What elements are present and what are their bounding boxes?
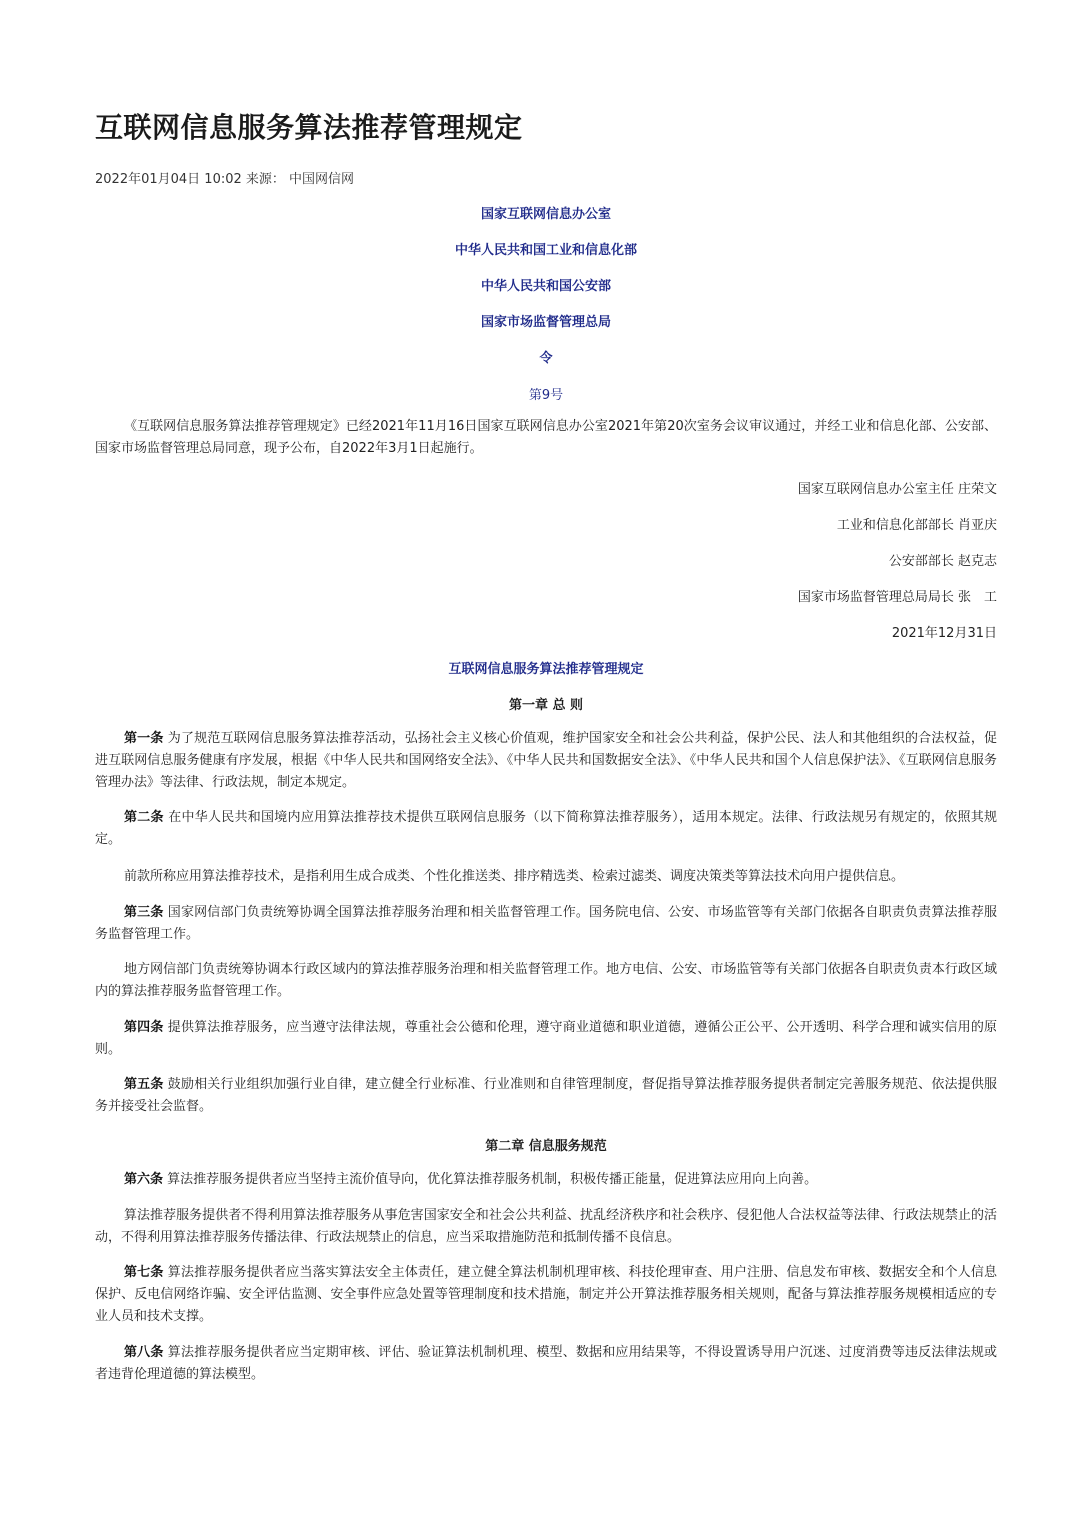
chapter-heading: 第一章 总 则 [508, 698, 584, 713]
article-label: 第四条 [124, 1020, 164, 1035]
order-number: 第9号 [528, 388, 564, 403]
article-6 [95, 1169, 997, 1191]
sign-date: 2021年12月31日 [891, 626, 997, 641]
article-text: 国家网信部门负责统筹协调全国算法推荐服务治理和相关监督管理工作。国务院电信、公安、市场监管等有关部门依据各自职责负责算法推荐服务监督管理工作。 [95, 905, 997, 942]
signatory-2: 工业和信息化部部长 肖亚庆 [836, 518, 997, 533]
article-2-paragraph-2: 前款所称应用算法推荐技术，是指利用生成合成类、个性化推送类、排序精选类、检索过滤类、调度决策类等算法技术向用户提供信息。 [124, 869, 905, 884]
article-4 [95, 1017, 997, 1061]
article-3 [95, 902, 997, 946]
issuer-3: 中华人民共和国公安部 [480, 279, 611, 294]
publish-meta: 2022年01月04日 10:02 来源： 中国网信网 [95, 172, 355, 187]
article-7 [95, 1262, 997, 1328]
article-8 [95, 1342, 997, 1386]
article-1 [95, 728, 997, 794]
article-label: 第三条 [124, 905, 164, 920]
page-title: 互联网信息服务算法推荐管理规定 [95, 111, 523, 144]
issuer-2: 中华人民共和国工业和信息化部 [454, 243, 637, 258]
order-label: 令 [539, 351, 553, 366]
chapter-heading: 第二章 信息服务规范 [485, 1139, 607, 1154]
article-text: 为了规范互联网信息服务算法推荐活动，弘扬社会主义核心价值观，维护国家安全和社会公共利益，保护公民、法人和其他组织的合法权益，促进互联网信息服务健康有序发展，根据《中华人民共和国网络安全法》、《中华人民共和国数据安全法》、《中华人民共和国个人信息保护法》、《互联网信息服务管理办法》等法律、行政法规，制定本规定。 [95, 731, 997, 790]
article-label: 第一条 [124, 731, 164, 746]
article-text: 鼓励相关行业组织加强行业自律，建立健全行业标准、行业准则和自律管理制度，督促指导算法推荐服务提供者制定完善服务规范、依法提供服务并接受社会监督。 [95, 1077, 997, 1114]
issuer-4: 国家市场监督管理总局 [480, 315, 611, 330]
article-label: 第七条 [124, 1265, 164, 1280]
article-3-paragraph-2: 地方网信部门负责统筹协调本行政区域内的算法推荐服务治理和相关监督管理工作。地方电信、公安、市场监管等有关部门依据各自职责负责本行政区域内的算法推荐服务监督管理工作。 [95, 962, 997, 999]
article-label: 第二条 [124, 810, 164, 825]
article-text: 算法推荐服务提供者应当坚持主流价值导向，优化算法推荐服务机制，积极传播正能量，促进算法应用向上向善。 [163, 1172, 818, 1187]
issuer-1: 国家互联网信息办公室 [480, 207, 611, 222]
article-text: 提供算法推荐服务，应当遵守法律法规，尊重社会公德和伦理，遵守商业道德和职业道德，遵循公正公平、公开透明、科学合理和诚实信用的原则。 [95, 1020, 997, 1057]
article-5 [95, 1074, 997, 1118]
article-6-paragraph-2: 算法推荐服务提供者不得利用算法推荐服务从事危害国家安全和社会公共利益、扰乱经济秩序和社会秩序、侵犯他人合法权益等法律、行政法规禁止的活动，不得利用算法推荐服务传播法律、行政法规禁止的信息，应当采取措施防范和抵制传播不良信息。 [95, 1208, 997, 1245]
article-text: 在中华人民共和国境内应用算法推荐技术提供互联网信息服务（以下简称算法推荐服务），适用本规定。法律、行政法规另有规定的，依照其规定。 [95, 810, 997, 847]
article-2 [95, 807, 997, 851]
document-title: 互联网信息服务算法推荐管理规定 [448, 662, 644, 677]
article-label: 第五条 [124, 1077, 164, 1092]
preamble: 《互联网信息服务算法推荐管理规定》已经2021年11月16日国家互联网信息办公室2021年第20次室务会议审议通过，并经工业和信息化部、公安部、国家市场监督管理总局同意，现予公布，自2022年3月1日起施行。 [95, 419, 997, 456]
signatory-1: 国家互联网信息办公室主任 庄荣文 [797, 482, 997, 497]
article-label: 第八条 [124, 1345, 164, 1360]
article-text: 算法推荐服务提供者应当定期审核、评估、验证算法机制机理、模型、数据和应用结果等，不得设置诱导用户沉迷、过度消费等违反法律法规或者违背伦理道德的算法模型。 [95, 1345, 997, 1382]
signatory-3: 公安部部长 赵克志 [888, 554, 997, 569]
signatory-4: 国家市场监督管理总局局长 张 工 [797, 590, 997, 605]
article-text: 算法推荐服务提供者应当落实算法安全主体责任，建立健全算法机制机理审核、科技伦理审查、用户注册、信息发布审核、数据安全和个人信息保护、反电信网络诈骗、安全评估监测、安全事件应急处置等管理制度和技术措施，制定并公开算法推荐服务相关规则，配备与算法推荐服务规模相适应的专业人员和技术支撑。 [95, 1265, 997, 1324]
article-label: 第六条 [124, 1172, 164, 1187]
